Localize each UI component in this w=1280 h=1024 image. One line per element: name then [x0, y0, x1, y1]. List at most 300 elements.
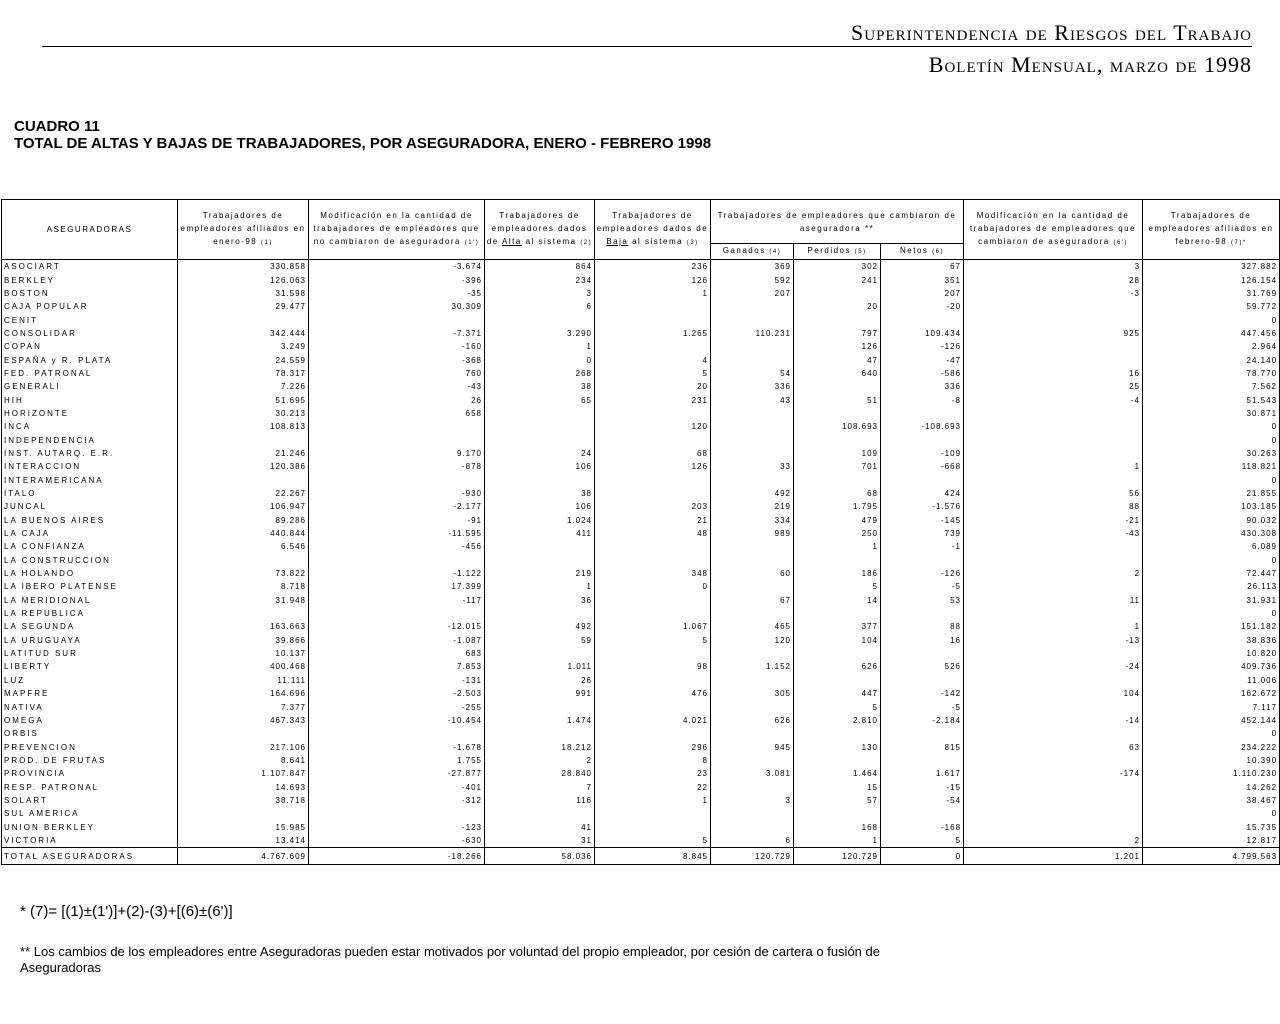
value-cell: 3 — [964, 260, 1143, 274]
value-cell: -21 — [964, 514, 1143, 527]
value-cell: -255 — [309, 700, 485, 713]
value-cell — [178, 807, 309, 820]
value-cell: -1.122 — [309, 567, 485, 580]
insurer-name-cell: BOSTON — [2, 287, 178, 300]
value-cell: 219 — [711, 500, 794, 513]
value-cell — [794, 433, 881, 446]
value-cell: 11.111 — [178, 674, 309, 687]
value-cell: 47 — [794, 353, 881, 366]
value-cell: 120.386 — [178, 460, 309, 473]
value-cell — [964, 780, 1143, 793]
value-cell — [595, 340, 711, 353]
insurer-name-cell: LA IBERO PLATENSE — [2, 580, 178, 593]
value-cell: 89.286 — [178, 514, 309, 527]
value-cell — [794, 674, 881, 687]
value-cell: 241 — [794, 273, 881, 286]
table-number: CUADRO 11 — [14, 118, 100, 135]
value-cell: -668 — [881, 460, 964, 473]
value-cell: 120 — [711, 634, 794, 647]
value-cell — [309, 474, 485, 487]
value-cell: 57 — [794, 794, 881, 807]
table-title: TOTAL DE ALTAS Y BAJAS DE TRABAJADORES, POR ASEGURADORA, ENERO - FEBRERO 1998 — [14, 135, 712, 152]
value-cell — [711, 754, 794, 767]
value-cell — [964, 607, 1143, 620]
value-cell: -27.877 — [309, 767, 485, 780]
value-cell — [711, 420, 794, 433]
value-cell — [595, 540, 711, 553]
insurer-name-cell: COPAN — [2, 340, 178, 353]
value-cell: 9.170 — [309, 447, 485, 460]
value-cell: -14 — [964, 714, 1143, 727]
value-cell — [964, 433, 1143, 446]
value-cell: 26.113 — [1143, 580, 1280, 593]
value-cell: 30.871 — [1143, 407, 1280, 420]
value-cell: 168 — [794, 820, 881, 833]
value-cell: 63 — [964, 740, 1143, 753]
bulletin-title: Boletín Mensual, marzo de 1998 — [928, 52, 1252, 77]
value-cell: 1.201 — [964, 848, 1143, 865]
value-cell: 16 — [881, 634, 964, 647]
total-row — [2, 848, 1280, 865]
value-cell: 110.231 — [711, 327, 794, 340]
value-cell: 330.858 — [178, 260, 309, 274]
value-cell: 4 — [595, 353, 711, 366]
table-row — [2, 794, 1280, 807]
value-cell: 447.456 — [1143, 327, 1280, 340]
value-cell — [595, 607, 711, 620]
value-cell: -117 — [309, 594, 485, 607]
value-cell: 41 — [485, 820, 595, 833]
value-cell: 8.845 — [595, 848, 711, 865]
value-cell: 20 — [595, 380, 711, 393]
value-cell: 342.444 — [178, 327, 309, 340]
value-cell: 592 — [711, 273, 794, 286]
value-cell: 1 — [485, 580, 595, 593]
table-row — [2, 620, 1280, 633]
value-cell: 10.820 — [1143, 647, 1280, 660]
value-cell: -4 — [964, 393, 1143, 406]
value-cell — [794, 407, 881, 420]
table-row — [2, 714, 1280, 727]
value-cell — [794, 474, 881, 487]
table-row — [2, 500, 1280, 513]
value-cell: 7.562 — [1143, 380, 1280, 393]
value-cell: 88 — [881, 620, 964, 633]
value-cell: 626 — [794, 660, 881, 673]
value-cell — [964, 674, 1143, 687]
table-row — [2, 287, 1280, 300]
value-cell — [711, 580, 794, 593]
value-cell: 0 — [1143, 727, 1280, 740]
value-cell — [794, 287, 881, 300]
footnote: ** Los cambios de los empleadores entre Aseguradoras pueden estar motivados por voluntad del propio empleador, por cesión de cartera o fusión de Aseguradoras — [20, 944, 880, 975]
value-cell: 991 — [485, 687, 595, 700]
value-cell: 14 — [794, 594, 881, 607]
value-cell — [485, 540, 595, 553]
value-cell — [178, 433, 309, 446]
value-cell: 31.598 — [178, 287, 309, 300]
value-cell: 424 — [881, 487, 964, 500]
value-cell — [595, 594, 711, 607]
value-cell: 305 — [711, 687, 794, 700]
insurer-name-cell: LIBERTY — [2, 660, 178, 673]
value-cell — [178, 313, 309, 326]
value-cell: 186 — [794, 567, 881, 580]
value-cell — [485, 433, 595, 446]
value-cell: 465 — [711, 620, 794, 633]
value-cell — [485, 407, 595, 420]
value-cell: 0 — [595, 580, 711, 593]
value-cell: 400.468 — [178, 660, 309, 673]
value-cell: 0 — [881, 848, 964, 865]
value-cell: 3 — [711, 794, 794, 807]
value-cell: 377 — [794, 620, 881, 633]
value-cell: 65 — [485, 393, 595, 406]
value-cell: 0 — [1143, 313, 1280, 326]
value-cell: -930 — [309, 487, 485, 500]
table-row — [2, 687, 1280, 700]
value-cell: 1.152 — [711, 660, 794, 673]
table-row — [2, 380, 1280, 393]
value-cell: 1 — [595, 794, 711, 807]
table-row — [2, 393, 1280, 406]
value-cell — [178, 554, 309, 567]
insurer-name-cell: BERKLEY — [2, 273, 178, 286]
value-cell: 14.262 — [1143, 780, 1280, 793]
value-cell: 1 — [964, 620, 1143, 633]
value-cell: 164.696 — [178, 687, 309, 700]
value-cell: 38.467 — [1143, 794, 1280, 807]
value-cell: 15 — [794, 780, 881, 793]
value-cell — [595, 407, 711, 420]
value-cell: 14.693 — [178, 780, 309, 793]
value-cell: 760 — [309, 367, 485, 380]
value-cell — [881, 647, 964, 660]
value-cell: 701 — [794, 460, 881, 473]
value-cell: -586 — [881, 367, 964, 380]
insurer-name-cell: LA REPUBLICA — [2, 607, 178, 620]
value-cell — [595, 554, 711, 567]
value-cell: 2 — [485, 754, 595, 767]
insurer-name-cell: PROD. DE FRUTAS — [2, 754, 178, 767]
value-cell: 348 — [595, 567, 711, 580]
header-group-cambiaron: Trabajadores de empleadores que cambiaron de aseguradora ** — [711, 200, 964, 244]
value-cell: 21.246 — [178, 447, 309, 460]
value-cell — [964, 580, 1143, 593]
value-cell: 1.617 — [881, 767, 964, 780]
value-cell: -13 — [964, 634, 1143, 647]
value-cell: 15.735 — [1143, 820, 1280, 833]
value-cell: 1 — [964, 460, 1143, 473]
value-cell — [485, 727, 595, 740]
value-cell: -35 — [309, 287, 485, 300]
value-cell — [595, 647, 711, 660]
value-cell: 0 — [1143, 607, 1280, 620]
value-cell: 1.795 — [794, 500, 881, 513]
value-cell — [881, 474, 964, 487]
value-cell: 3 — [485, 287, 595, 300]
value-cell: -123 — [309, 820, 485, 833]
value-cell — [794, 807, 881, 820]
value-cell — [595, 820, 711, 833]
insurer-name-cell: VICTORIA — [2, 834, 178, 848]
value-cell: -109 — [881, 447, 964, 460]
insurer-name-cell: LA HOLANDO — [2, 567, 178, 580]
insurer-name-cell: ORBIS — [2, 727, 178, 740]
value-cell: 103.185 — [1143, 500, 1280, 513]
header-rule — [42, 46, 1252, 47]
table-row — [2, 740, 1280, 753]
value-cell: 5 — [595, 634, 711, 647]
value-cell: 12.817 — [1143, 834, 1280, 848]
header-col3: Trabajadores de empleadores dados de Baja al sistema (3) — [595, 200, 711, 260]
value-cell: 1.474 — [485, 714, 595, 727]
value-cell: -43 — [309, 380, 485, 393]
insurer-name-cell: RESP. PATRONAL — [2, 780, 178, 793]
value-cell: 38.836 — [1143, 634, 1280, 647]
value-cell — [964, 820, 1143, 833]
value-cell: 7 — [485, 780, 595, 793]
value-cell: 30.263 — [1143, 447, 1280, 460]
value-cell: 22.267 — [178, 487, 309, 500]
value-cell: -10.454 — [309, 714, 485, 727]
value-cell: -108.693 — [881, 420, 964, 433]
value-cell: 15.985 — [178, 820, 309, 833]
table-row — [2, 367, 1280, 380]
value-cell: 1 — [485, 340, 595, 353]
value-cell: 126.154 — [1143, 273, 1280, 286]
value-cell: 7.117 — [1143, 700, 1280, 713]
value-cell: 492 — [485, 620, 595, 633]
insurer-name-cell: CONSOLIDAR — [2, 327, 178, 340]
value-cell: -1.087 — [309, 634, 485, 647]
value-cell — [964, 700, 1143, 713]
value-cell: 369 — [711, 260, 794, 274]
value-cell: 104 — [794, 634, 881, 647]
insurer-name-cell: PREVENCION — [2, 740, 178, 753]
value-cell: 7.226 — [178, 380, 309, 393]
table-row — [2, 460, 1280, 473]
value-cell — [485, 420, 595, 433]
value-cell: 0 — [1143, 474, 1280, 487]
value-cell: 28 — [964, 273, 1143, 286]
value-cell — [309, 420, 485, 433]
value-cell: 5 — [595, 367, 711, 380]
value-cell — [711, 647, 794, 660]
insurer-name-cell: GENERALI — [2, 380, 178, 393]
value-cell: 31 — [485, 834, 595, 848]
value-cell — [595, 807, 711, 820]
insurer-name-cell: ITALO — [2, 487, 178, 500]
value-cell: 526 — [881, 660, 964, 673]
value-cell — [964, 647, 1143, 660]
value-cell — [964, 794, 1143, 807]
value-cell: 3.249 — [178, 340, 309, 353]
value-cell — [794, 313, 881, 326]
value-cell: 26 — [485, 674, 595, 687]
table-row — [2, 514, 1280, 527]
value-cell: 1 — [794, 834, 881, 848]
table-row — [2, 474, 1280, 487]
value-cell — [595, 674, 711, 687]
value-cell: 440.844 — [178, 527, 309, 540]
value-cell: -368 — [309, 353, 485, 366]
value-cell: 626 — [711, 714, 794, 727]
value-cell: 30.309 — [309, 300, 485, 313]
value-cell: 31.769 — [1143, 287, 1280, 300]
value-cell: -1 — [881, 540, 964, 553]
insurer-name-cell: ESPAÑA y R. PLATA — [2, 353, 178, 366]
insurer-name-cell: LA MERIDIONAL — [2, 594, 178, 607]
value-cell: -1.576 — [881, 500, 964, 513]
value-cell — [964, 447, 1143, 460]
value-cell: 58.036 — [485, 848, 595, 865]
value-cell: 78.317 — [178, 367, 309, 380]
value-cell: 16 — [964, 367, 1143, 380]
value-cell: 108.813 — [178, 420, 309, 433]
table-row — [2, 594, 1280, 607]
value-cell: 78.770 — [1143, 367, 1280, 380]
table-row — [2, 554, 1280, 567]
value-cell: -168 — [881, 820, 964, 833]
value-cell: 1.024 — [485, 514, 595, 527]
value-cell: 24.559 — [178, 353, 309, 366]
table-row — [2, 647, 1280, 660]
value-cell: 351 — [881, 273, 964, 286]
value-cell: 18.212 — [485, 740, 595, 753]
value-cell: 207 — [881, 287, 964, 300]
value-cell: 73.822 — [178, 567, 309, 580]
value-cell — [309, 313, 485, 326]
value-cell: 250 — [794, 527, 881, 540]
value-cell: 492 — [711, 487, 794, 500]
value-cell: 31.931 — [1143, 594, 1280, 607]
value-cell — [595, 487, 711, 500]
insurer-name-cell: ASOCIART — [2, 260, 178, 274]
value-cell: 10.137 — [178, 647, 309, 660]
value-cell — [711, 727, 794, 740]
value-cell: 17.399 — [309, 580, 485, 593]
table-row — [2, 780, 1280, 793]
value-cell: 13.414 — [178, 834, 309, 848]
table-row — [2, 807, 1280, 820]
insurer-name-cell: TOTAL ASEGURADORAS — [2, 848, 178, 865]
value-cell: 11.006 — [1143, 674, 1280, 687]
value-cell — [711, 807, 794, 820]
value-cell: 51.543 — [1143, 393, 1280, 406]
insurer-name-cell: CAJA POPULAR — [2, 300, 178, 313]
value-cell: 54 — [711, 367, 794, 380]
value-cell: -312 — [309, 794, 485, 807]
value-cell: 23 — [595, 767, 711, 780]
value-cell: 126.063 — [178, 273, 309, 286]
value-cell: 2.964 — [1143, 340, 1280, 353]
value-cell: 4.021 — [595, 714, 711, 727]
value-cell: 7.377 — [178, 700, 309, 713]
value-cell: 29.477 — [178, 300, 309, 313]
insurer-name-cell: LUZ — [2, 674, 178, 687]
value-cell: 25 — [964, 380, 1143, 393]
table-row — [2, 700, 1280, 713]
value-cell — [964, 554, 1143, 567]
header-col1: Trabajadores de empleadores afiliados en enero-98 (1) — [178, 200, 309, 260]
value-cell — [794, 754, 881, 767]
header-col4: Ganados (4) — [711, 244, 794, 260]
value-cell — [711, 353, 794, 366]
table-row — [2, 567, 1280, 580]
value-cell: 7.853 — [309, 660, 485, 673]
value-cell: -1.678 — [309, 740, 485, 753]
value-cell: 151.182 — [1143, 620, 1280, 633]
value-cell: 118.821 — [1143, 460, 1280, 473]
table-row — [2, 607, 1280, 620]
value-cell — [309, 554, 485, 567]
value-cell: 163.663 — [178, 620, 309, 633]
insurer-name-cell: UNION BERKLEY — [2, 820, 178, 833]
value-cell — [794, 380, 881, 393]
table-row — [2, 327, 1280, 340]
value-cell: 411 — [485, 527, 595, 540]
value-cell — [711, 340, 794, 353]
value-cell: 945 — [711, 740, 794, 753]
value-cell: 116 — [485, 794, 595, 807]
insurer-name-cell: SOLART — [2, 794, 178, 807]
value-cell: 39.866 — [178, 634, 309, 647]
value-cell: 302 — [794, 260, 881, 274]
value-cell — [595, 727, 711, 740]
value-cell: -12.015 — [309, 620, 485, 633]
table-row — [2, 407, 1280, 420]
value-cell: 104 — [964, 687, 1143, 700]
value-cell: -15 — [881, 780, 964, 793]
insurer-name-cell: MAPFRE — [2, 687, 178, 700]
value-cell: 234.222 — [1143, 740, 1280, 753]
value-cell — [881, 433, 964, 446]
value-cell: 327.882 — [1143, 260, 1280, 274]
value-cell: -878 — [309, 460, 485, 473]
table-row — [2, 273, 1280, 286]
value-cell: 1.011 — [485, 660, 595, 673]
value-cell — [711, 780, 794, 793]
table-row — [2, 420, 1280, 433]
value-cell: 864 — [485, 260, 595, 274]
value-cell: 33 — [711, 460, 794, 473]
value-cell: 24 — [485, 447, 595, 460]
value-cell — [964, 807, 1143, 820]
value-cell — [711, 474, 794, 487]
value-cell: -630 — [309, 834, 485, 848]
value-cell: 98 — [595, 660, 711, 673]
value-cell: 59.772 — [1143, 300, 1280, 313]
value-cell — [178, 727, 309, 740]
header-aseguradoras: ASEGURADORAS — [2, 200, 178, 260]
value-cell: 234 — [485, 273, 595, 286]
value-cell: 8 — [595, 754, 711, 767]
value-cell: 1.107.847 — [178, 767, 309, 780]
value-cell: -3.674 — [309, 260, 485, 274]
value-cell: 203 — [595, 500, 711, 513]
value-cell — [711, 554, 794, 567]
value-cell: 6 — [711, 834, 794, 848]
value-cell: 0 — [1143, 420, 1280, 433]
insurer-name-cell: INCA — [2, 420, 178, 433]
value-cell: 21.855 — [1143, 487, 1280, 500]
header-col5: Perdidos (5) — [794, 244, 881, 260]
value-cell — [794, 727, 881, 740]
value-cell: 8.718 — [178, 580, 309, 593]
value-cell: 815 — [881, 740, 964, 753]
value-cell: -2.184 — [881, 714, 964, 727]
